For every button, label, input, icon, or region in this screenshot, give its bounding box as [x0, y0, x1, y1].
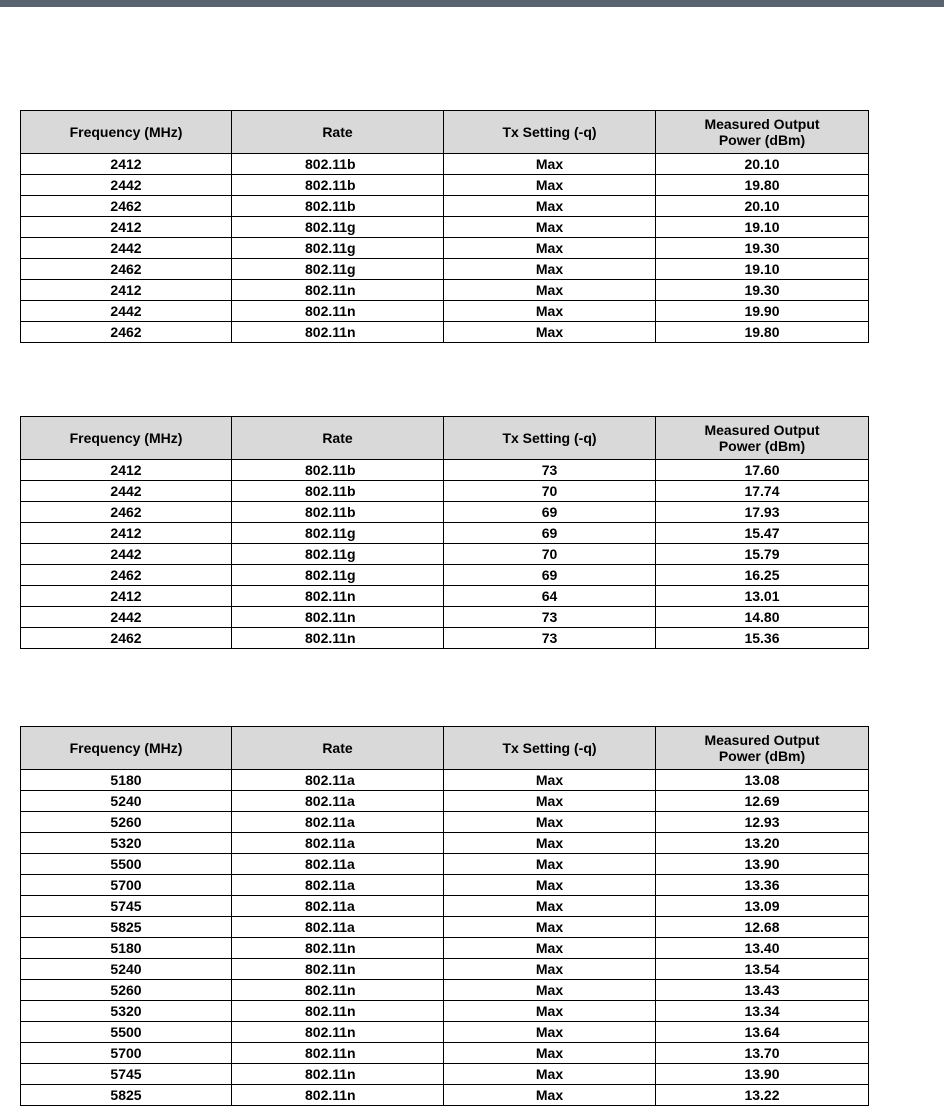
cell-tx-setting: Max — [444, 938, 656, 959]
cell-rate: 802.11n — [232, 1043, 444, 1064]
table-row — [21, 1043, 869, 1064]
cell-measured-power: 15.36 — [656, 628, 869, 649]
table-row — [21, 586, 869, 607]
table-row — [21, 217, 869, 238]
table-row — [21, 980, 869, 1001]
cell-tx-setting: Max — [444, 175, 656, 196]
cell-measured-power: 13.08 — [656, 770, 869, 791]
table-row — [21, 544, 869, 565]
cell-frequency: 2462 — [21, 322, 232, 343]
cell-measured-power: 13.70 — [656, 1043, 869, 1064]
cell-rate: 802.11g — [232, 523, 444, 544]
table-row — [21, 938, 869, 959]
cell-measured-power: 13.90 — [656, 854, 869, 875]
cell-tx-setting: Max — [444, 238, 656, 259]
cell-measured-power: 19.90 — [656, 301, 869, 322]
header-rate: Rate — [232, 727, 444, 770]
cell-rate: 802.11g — [232, 565, 444, 586]
header-frequency: Frequency (MHz) — [21, 417, 232, 460]
cell-rate: 802.11a — [232, 791, 444, 812]
cell-rate: 802.11g — [232, 238, 444, 259]
header-frequency: Frequency (MHz) — [21, 111, 232, 154]
cell-measured-power: 19.80 — [656, 175, 869, 196]
cell-tx-setting: Max — [444, 301, 656, 322]
cell-rate: 802.11g — [232, 217, 444, 238]
cell-tx-setting: Max — [444, 1043, 656, 1064]
cell-frequency: 5240 — [21, 791, 232, 812]
table-row — [21, 238, 869, 259]
header-tx-setting: Tx Setting (-q) — [444, 111, 656, 154]
header-measured-line2: Power (dBm) — [718, 132, 806, 148]
cell-tx-setting: Max — [444, 917, 656, 938]
header-measured-line1: Measured Output — [704, 116, 820, 132]
cell-frequency: 2412 — [21, 523, 232, 544]
table-row — [21, 565, 869, 586]
cell-measured-power: 13.01 — [656, 586, 869, 607]
cell-rate: 802.11b — [232, 481, 444, 502]
cell-tx-setting: Max — [444, 791, 656, 812]
cell-tx-setting: Max — [444, 833, 656, 854]
cell-tx-setting: 69 — [444, 523, 656, 544]
cell-frequency: 5320 — [21, 833, 232, 854]
header-rate: Rate — [232, 111, 444, 154]
cell-measured-power: 13.64 — [656, 1022, 869, 1043]
cell-frequency: 5745 — [21, 896, 232, 917]
cell-tx-setting: Max — [444, 280, 656, 301]
cell-rate: 802.11b — [232, 175, 444, 196]
cell-frequency: 5260 — [21, 812, 232, 833]
cell-measured-power: 12.68 — [656, 917, 869, 938]
cell-tx-setting: 73 — [444, 460, 656, 481]
cell-rate: 802.11b — [232, 154, 444, 175]
table-row — [21, 154, 869, 175]
cell-measured-power: 14.80 — [656, 607, 869, 628]
cell-measured-power: 13.22 — [656, 1085, 869, 1106]
cell-measured-power: 20.10 — [656, 196, 869, 217]
table-row — [21, 854, 869, 875]
cell-measured-power: 13.36 — [656, 875, 869, 896]
cell-frequency: 2412 — [21, 280, 232, 301]
cell-rate: 802.11b — [232, 502, 444, 523]
table-row — [21, 196, 869, 217]
table-row — [21, 917, 869, 938]
header-measured-line2: Power (dBm) — [718, 748, 806, 764]
cell-tx-setting: Max — [444, 1064, 656, 1085]
cell-measured-power: 19.30 — [656, 280, 869, 301]
output-power-table-2ghz-tuned — [20, 416, 869, 649]
header-rate: Rate — [232, 417, 444, 460]
table-row — [21, 1022, 869, 1043]
cell-frequency: 2442 — [21, 607, 232, 628]
cell-rate: 802.11n — [232, 1001, 444, 1022]
cell-measured-power: 12.93 — [656, 812, 869, 833]
cell-measured-power: 13.54 — [656, 959, 869, 980]
table-row — [21, 259, 869, 280]
cell-frequency: 5320 — [21, 1001, 232, 1022]
cell-tx-setting: Max — [444, 896, 656, 917]
table-row — [21, 322, 869, 343]
header-frequency: Frequency (MHz) — [21, 727, 232, 770]
cell-rate: 802.11g — [232, 259, 444, 280]
cell-tx-setting: 69 — [444, 502, 656, 523]
cell-tx-setting: Max — [444, 196, 656, 217]
cell-tx-setting: Max — [444, 812, 656, 833]
table-row — [21, 301, 869, 322]
cell-tx-setting: 73 — [444, 628, 656, 649]
cell-rate: 802.11n — [232, 1064, 444, 1085]
cell-rate: 802.11n — [232, 1085, 444, 1106]
cell-frequency: 5180 — [21, 938, 232, 959]
cell-measured-power: 13.09 — [656, 896, 869, 917]
cell-measured-power: 13.20 — [656, 833, 869, 854]
cell-tx-setting: Max — [444, 154, 656, 175]
cell-frequency: 5825 — [21, 917, 232, 938]
cell-frequency: 2442 — [21, 481, 232, 502]
header-measured-line1: Measured Output — [704, 422, 820, 438]
cell-rate: 802.11a — [232, 833, 444, 854]
cell-rate: 802.11n — [232, 980, 444, 1001]
cell-tx-setting: 70 — [444, 481, 656, 502]
cell-measured-power: 17.74 — [656, 481, 869, 502]
cell-measured-power: 16.25 — [656, 565, 869, 586]
cell-tx-setting: 69 — [444, 565, 656, 586]
table-row — [21, 875, 869, 896]
table-row — [21, 628, 869, 649]
cell-measured-power: 19.80 — [656, 322, 869, 343]
cell-tx-setting: Max — [444, 1022, 656, 1043]
table-row — [21, 959, 869, 980]
cell-rate: 802.11b — [232, 196, 444, 217]
cell-frequency: 5700 — [21, 1043, 232, 1064]
table-row — [21, 1001, 869, 1022]
top-bar — [0, 0, 944, 7]
table-header-row — [21, 727, 869, 770]
table-row — [21, 481, 869, 502]
cell-frequency: 2412 — [21, 460, 232, 481]
header-measured-output-power — [656, 111, 869, 154]
header-measured-output-power — [656, 727, 869, 770]
cell-frequency: 5180 — [21, 770, 232, 791]
cell-measured-power: 13.43 — [656, 980, 869, 1001]
table-row — [21, 502, 869, 523]
cell-frequency: 2412 — [21, 586, 232, 607]
table-row — [21, 1064, 869, 1085]
cell-tx-setting: 73 — [444, 607, 656, 628]
cell-tx-setting: Max — [444, 259, 656, 280]
cell-measured-power: 13.90 — [656, 1064, 869, 1085]
cell-measured-power: 17.93 — [656, 502, 869, 523]
table-header-row — [21, 111, 869, 154]
table-row — [21, 770, 869, 791]
cell-frequency: 2412 — [21, 154, 232, 175]
cell-rate: 802.11n — [232, 280, 444, 301]
output-power-table-2ghz-max — [20, 110, 869, 343]
cell-measured-power: 12.69 — [656, 791, 869, 812]
cell-measured-power: 19.10 — [656, 259, 869, 280]
header-measured-line2: Power (dBm) — [718, 438, 806, 454]
cell-measured-power: 20.10 — [656, 154, 869, 175]
cell-frequency: 2442 — [21, 238, 232, 259]
cell-rate: 802.11n — [232, 322, 444, 343]
cell-frequency: 5745 — [21, 1064, 232, 1085]
output-power-table-5ghz-max — [20, 726, 869, 1106]
cell-frequency: 5260 — [21, 980, 232, 1001]
cell-rate: 802.11a — [232, 896, 444, 917]
cell-rate: 802.11n — [232, 607, 444, 628]
table-row — [21, 607, 869, 628]
cell-frequency: 2462 — [21, 565, 232, 586]
table-row — [21, 175, 869, 196]
cell-measured-power: 19.10 — [656, 217, 869, 238]
cell-rate: 802.11n — [232, 938, 444, 959]
cell-measured-power: 19.30 — [656, 238, 869, 259]
cell-tx-setting: Max — [444, 980, 656, 1001]
table-row — [21, 833, 869, 854]
cell-tx-setting: Max — [444, 875, 656, 896]
table-row — [21, 280, 869, 301]
table-row — [21, 896, 869, 917]
cell-frequency: 2442 — [21, 175, 232, 196]
cell-frequency: 2442 — [21, 301, 232, 322]
table-row — [21, 812, 869, 833]
cell-measured-power: 13.34 — [656, 1001, 869, 1022]
cell-measured-power: 13.40 — [656, 938, 869, 959]
table-row — [21, 791, 869, 812]
cell-tx-setting: Max — [444, 322, 656, 343]
cell-tx-setting: Max — [444, 1001, 656, 1022]
cell-frequency: 5700 — [21, 875, 232, 896]
cell-rate: 802.11n — [232, 1022, 444, 1043]
cell-frequency: 5825 — [21, 1085, 232, 1106]
cell-frequency: 5240 — [21, 959, 232, 980]
cell-rate: 802.11a — [232, 875, 444, 896]
cell-tx-setting: Max — [444, 1085, 656, 1106]
header-measured-output-power — [656, 417, 869, 460]
header-tx-setting: Tx Setting (-q) — [444, 417, 656, 460]
cell-frequency: 2462 — [21, 628, 232, 649]
cell-frequency: 2462 — [21, 196, 232, 217]
table-row — [21, 460, 869, 481]
header-measured-line1: Measured Output — [704, 732, 820, 748]
cell-frequency: 5500 — [21, 1022, 232, 1043]
cell-tx-setting: 64 — [444, 586, 656, 607]
cell-tx-setting: 70 — [444, 544, 656, 565]
cell-frequency: 2462 — [21, 502, 232, 523]
cell-rate: 802.11g — [232, 544, 444, 565]
table-row — [21, 523, 869, 544]
cell-frequency: 2412 — [21, 217, 232, 238]
cell-measured-power: 17.60 — [656, 460, 869, 481]
cell-frequency: 2442 — [21, 544, 232, 565]
cell-frequency: 5500 — [21, 854, 232, 875]
table-header-row — [21, 417, 869, 460]
cell-tx-setting: Max — [444, 959, 656, 980]
cell-rate: 802.11a — [232, 854, 444, 875]
cell-rate: 802.11n — [232, 586, 444, 607]
cell-tx-setting: Max — [444, 854, 656, 875]
cell-rate: 802.11a — [232, 770, 444, 791]
cell-rate: 802.11n — [232, 301, 444, 322]
cell-rate: 802.11a — [232, 917, 444, 938]
cell-tx-setting: Max — [444, 217, 656, 238]
cell-rate: 802.11a — [232, 812, 444, 833]
cell-frequency: 2462 — [21, 259, 232, 280]
cell-rate: 802.11n — [232, 959, 444, 980]
cell-measured-power: 15.79 — [656, 544, 869, 565]
cell-tx-setting: Max — [444, 770, 656, 791]
cell-rate: 802.11b — [232, 460, 444, 481]
table-row — [21, 1085, 869, 1106]
cell-rate: 802.11n — [232, 628, 444, 649]
cell-measured-power: 15.47 — [656, 523, 869, 544]
header-tx-setting: Tx Setting (-q) — [444, 727, 656, 770]
